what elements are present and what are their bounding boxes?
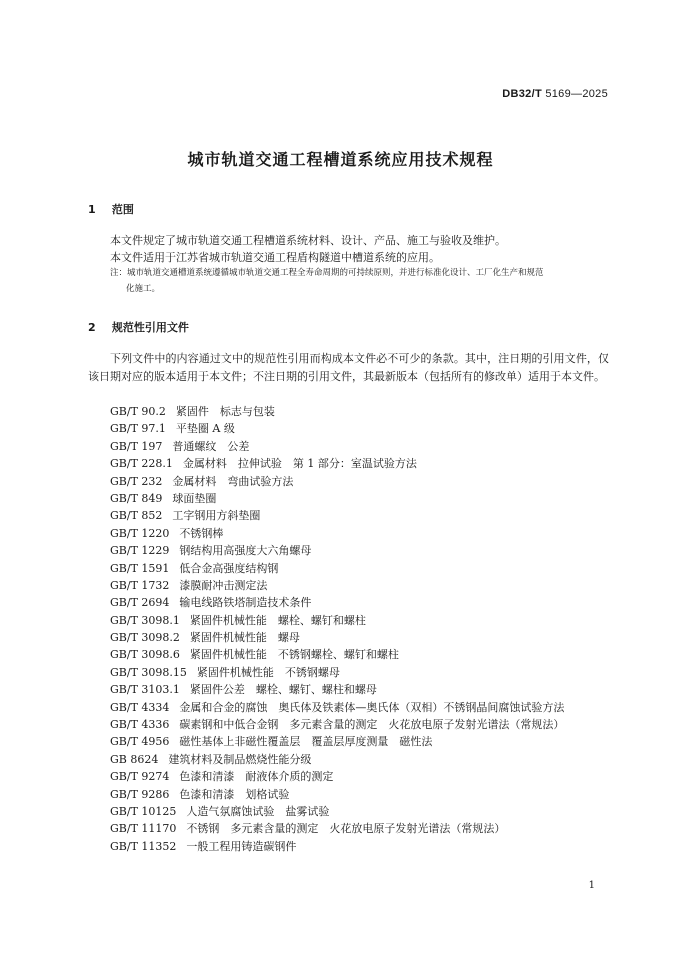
reference-code: GB 8624: [110, 752, 159, 766]
reference-title: 建筑材料及制品燃烧性能分级: [168, 752, 312, 766]
reference-item: [110, 646, 564, 663]
reference-title: 紧固件公差 螺栓、螺钉、螺柱和螺母: [189, 683, 377, 697]
reference-title: 碳素钢和中低合金钢 多元素含量的测定 火花放电原子发射光谱法（常规法）: [179, 718, 565, 732]
section-1-note: [110, 265, 610, 297]
standard-number: [502, 88, 608, 100]
reference-item: [110, 542, 564, 559]
reference-title: 一般工程用铸造碳钢件: [186, 839, 297, 853]
reference-title: 工字钢用方斜垫圈: [172, 509, 261, 523]
reference-code: GB/T 1591: [110, 561, 170, 575]
reference-code: GB/T 1220: [110, 526, 170, 540]
reference-item: [110, 438, 564, 455]
reference-item: [110, 803, 564, 820]
reference-list: [110, 403, 564, 855]
reference-code: GB/T 852: [110, 509, 163, 523]
reference-title: 紧固件机械性能 不锈钢螺母: [196, 665, 340, 679]
reference-title: 紧固件机械性能 不锈钢螺栓、螺钉和螺柱: [189, 648, 399, 662]
reference-item: [110, 716, 564, 733]
reference-title: 紧固件机械性能 螺母: [189, 631, 300, 645]
reference-item: [110, 455, 564, 472]
reference-item: [110, 786, 564, 803]
reference-title: 普通螺纹 公差: [172, 439, 250, 453]
reference-code: GB/T 232: [110, 474, 163, 488]
section-2-heading: [88, 319, 189, 335]
reference-code: GB/T 4334: [110, 700, 170, 714]
reference-code: GB/T 90.2: [110, 405, 166, 418]
reference-item: [110, 473, 564, 490]
standard-prefix: DB32/T: [502, 88, 542, 100]
reference-code: GB/T 3098.15: [110, 665, 187, 679]
reference-item: [110, 507, 564, 524]
reference-code: GB/T 9274: [110, 770, 170, 784]
section-1-title: 范围: [111, 203, 134, 216]
reference-item: [110, 612, 564, 629]
note-line-1: 注：城市轨道交通槽道系统遵循城市轨道交通工程全寿命周期的可持续原则，并进行标准化设计、工厂化生产和规范: [110, 268, 544, 278]
section-2-number: 2: [88, 321, 96, 334]
reference-code: GB/T 11170: [110, 822, 177, 836]
reference-code: GB/T 10125: [110, 804, 177, 818]
reference-code: GB/T 3098.2: [110, 631, 180, 645]
reference-code: GB/T 3098.1: [110, 613, 180, 627]
reference-title: 色漆和清漆 划格试验: [179, 787, 290, 801]
reference-code: GB/T 9286: [110, 787, 170, 801]
reference-item: [110, 768, 564, 785]
reference-item: [110, 577, 564, 594]
reference-title: 紧固件机械性能 螺栓、螺钉和螺柱: [189, 613, 366, 627]
section-2-intro: 下列文件中的内容通过文中的规范性引用而构成本文件必不可少的条款。其中，注日期的引用文件，仅该日期对应的版本适用于本文件；不注日期的引用文件，其最新版本（包括所有的修改单）适用于本文件。: [88, 352, 609, 383]
reference-title: 金属材料 拉伸试验 第 1 部分：室温试验方法: [182, 457, 417, 471]
reference-title: 色漆和清漆 耐液体介质的测定: [179, 770, 334, 784]
reference-title: 金属材料 弯曲试验方法: [172, 474, 294, 488]
reference-item: [110, 681, 564, 698]
section-1-number: 1: [88, 203, 96, 216]
reference-title: 平垫圈 A 级: [175, 422, 235, 436]
reference-item: [110, 594, 564, 611]
section-1-paragraph-1: 本文件规定了城市轨道交通工程槽道系统材料、设计、产品、施工与验收及维护。: [110, 234, 506, 247]
reference-item: [110, 490, 564, 507]
reference-code: GB/T 11352: [110, 839, 177, 853]
reference-title: 磁性基体上非磁性覆盖层 覆盖层厚度测量 磁性法: [179, 735, 433, 749]
reference-item: [110, 560, 564, 577]
standard-code: 5169—2025: [545, 88, 608, 100]
reference-item: [110, 699, 564, 716]
section-1-paragraph-2: 本文件适用于江苏省城市轨道交通工程盾构隧道中槽道系统的应用。: [110, 251, 440, 264]
reference-code: GB/T 2694: [110, 596, 170, 610]
reference-title: 低合金高强度结构钢: [179, 561, 279, 575]
reference-code: GB/T 3098.6: [110, 648, 180, 662]
reference-item: [110, 838, 564, 855]
reference-title: 球面垫圈: [172, 491, 217, 505]
reference-item: [110, 629, 564, 646]
reference-item: [110, 525, 564, 542]
note-line-2: 化施工。: [126, 284, 161, 294]
reference-code: GB/T 228.1: [110, 457, 173, 471]
reference-code: GB/T 849: [110, 491, 163, 505]
reference-title: 不锈钢 多元素含量的测定 火花放电原子发射光谱法（常规法）: [186, 822, 506, 836]
reference-title: 紧固件 标志与包装: [175, 405, 275, 418]
section-2-title: 规范性引用文件: [111, 321, 189, 334]
reference-item: [110, 420, 564, 437]
reference-code: GB/T 4336: [110, 718, 170, 732]
reference-item: [110, 733, 564, 750]
reference-title: 金属和合金的腐蚀 奥氏体及铁素体—奥氏体（双相）不锈钢晶间腐蚀试验方法: [179, 700, 565, 714]
reference-item: [110, 664, 564, 681]
reference-code: GB/T 97.1: [110, 422, 166, 436]
reference-title: 钢结构用高强度大六角螺母: [179, 544, 312, 558]
reference-item: [110, 820, 564, 837]
reference-code: GB/T 4956: [110, 735, 170, 749]
reference-code: GB/T 1229: [110, 544, 170, 558]
document-title: 城市轨道交通工程槽道系统应用技术规程: [187, 150, 494, 169]
reference-title: 人造气氛腐蚀试验 盐雾试验: [186, 804, 330, 818]
reference-item: [110, 751, 564, 768]
reference-title: 不锈钢棒: [179, 526, 224, 540]
reference-item: [110, 403, 564, 420]
reference-code: GB/T 197: [110, 439, 163, 453]
page-number: 1: [588, 880, 595, 891]
reference-title: 输电线路铁塔制造技术条件: [179, 596, 312, 610]
reference-code: GB/T 3103.1: [110, 683, 180, 697]
reference-code: GB/T 1732: [110, 578, 170, 592]
section-1-heading: [88, 201, 134, 217]
reference-title: 漆膜耐冲击测定法: [179, 578, 268, 592]
